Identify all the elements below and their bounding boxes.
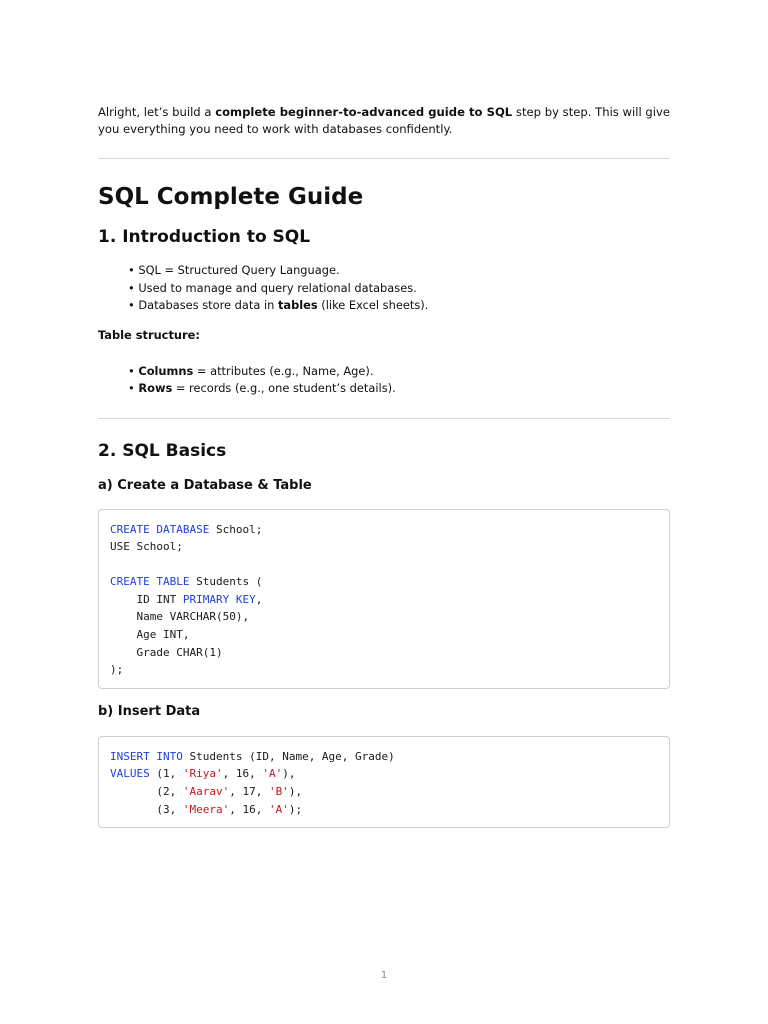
list-item: • Rows = records (e.g., one student’s details).: [128, 380, 670, 398]
code-line: [110, 783, 658, 801]
list-item: • Used to manage and query relational databases.: [128, 280, 670, 298]
code-keyword: PRIMARY KEY: [182, 592, 256, 606]
code-text: ID INT: [110, 592, 183, 606]
code-string: 'Meera': [182, 802, 230, 816]
code-text: , 16,: [222, 767, 263, 781]
code-line: [110, 573, 658, 591]
subsection-a-heading: a) Create a Database & Table: [98, 477, 312, 493]
code-text: ),: [288, 785, 303, 799]
section-1-heading: 1. Introduction to SQL: [98, 227, 311, 247]
code-text: , 17,: [229, 785, 269, 799]
intro-bold: complete beginner-to-advanced guide to SQL: [215, 105, 513, 119]
code-text: Name VARCHAR(50),: [110, 610, 250, 624]
code-text: Grade CHAR(1): [110, 645, 223, 659]
code-text: (3,: [110, 802, 183, 816]
code-text: (1,: [149, 767, 183, 781]
structure-bullet-list: [128, 363, 670, 398]
list-item: • Databases store data in tables (like Excel sheets).: [128, 297, 670, 315]
list-item: • SQL = Structured Query Language.: [128, 262, 670, 280]
code-line: [110, 591, 658, 609]
code-line: [110, 608, 658, 626]
code-line: [110, 765, 658, 783]
list-item: • Columns = attributes (e.g., Name, Age).: [128, 363, 670, 381]
code-text: , 16,: [229, 802, 269, 816]
code-keyword: CREATE TABLE: [110, 575, 190, 589]
table-structure-label: Table structure:: [98, 327, 200, 342]
code-text: Age INT,: [110, 628, 190, 642]
code-string: 'A': [262, 767, 283, 781]
page-number: 1: [380, 970, 388, 981]
section-2-heading: 2. SQL Basics: [98, 440, 227, 461]
code-text: ,: [255, 592, 263, 606]
code-line: [110, 556, 658, 574]
document-page: [98, 104, 670, 828]
code-line: [110, 626, 658, 644]
code-line: [110, 801, 658, 819]
subsection-b-heading: b) Insert Data: [98, 703, 201, 719]
divider: [98, 158, 670, 159]
divider: [98, 418, 670, 419]
page-title: SQL Complete Guide: [98, 184, 364, 210]
code-line: [110, 521, 658, 539]
code-text: );: [288, 802, 303, 816]
code-keyword: VALUES: [110, 767, 150, 781]
code-text: Students (ID, Name, Age, Grade): [182, 749, 395, 763]
code-string: 'A': [268, 802, 289, 816]
code-string: 'Riya': [182, 767, 223, 781]
code-keyword: INSERT INTO: [110, 749, 183, 763]
code-keyword: CREATE DATABASE: [110, 522, 210, 536]
code-line: [110, 644, 658, 662]
intro-bullet-list: [128, 262, 670, 315]
code-text: School;: [209, 522, 263, 536]
code-block-create: [98, 509, 670, 689]
code-text: USE School;: [110, 540, 183, 554]
code-line: [110, 661, 658, 679]
code-text: );: [110, 663, 124, 677]
code-line: [110, 748, 658, 766]
code-text: (2,: [110, 785, 183, 799]
code-text: Students (: [189, 575, 263, 589]
code-string: 'Aarav': [182, 785, 230, 799]
code-block-insert: [98, 736, 670, 828]
code-string: 'B': [268, 785, 289, 799]
intro-paragraph: Alright, let’s build a complete beginner-to-advanced guide to SQL step by step. This will give you everything you need to work with databases confidently.: [98, 105, 670, 136]
code-line: [110, 538, 658, 556]
code-text: ),: [282, 767, 296, 781]
